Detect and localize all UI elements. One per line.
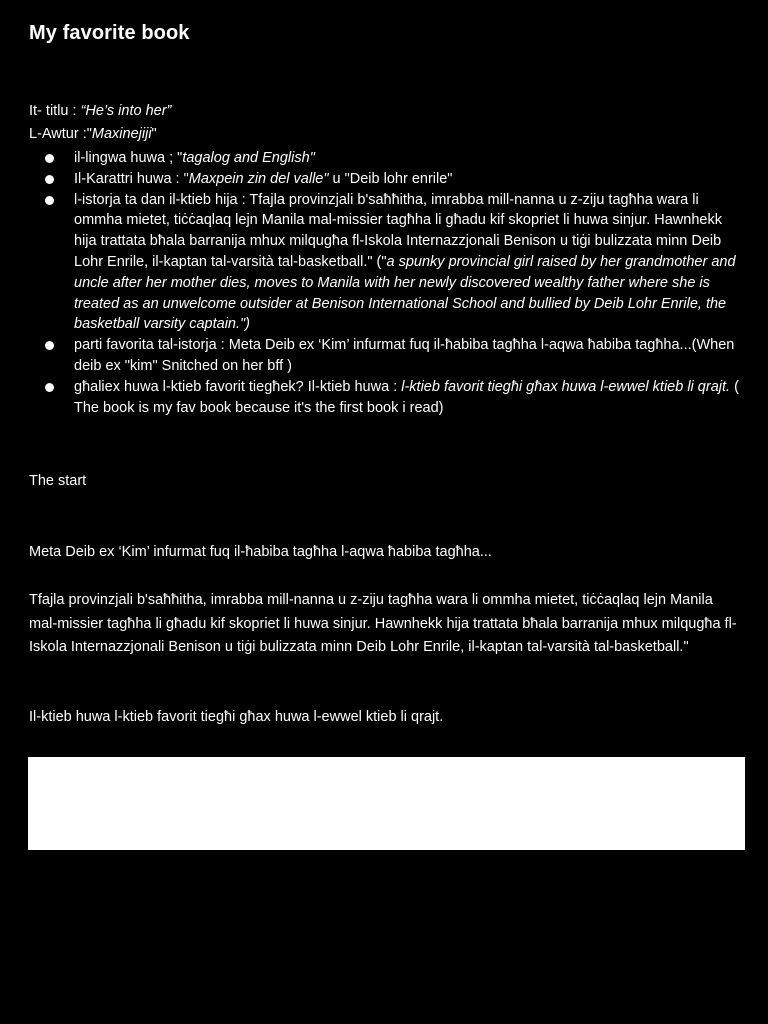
list-item-suffix: u "Deib lohr enrile" — [328, 170, 453, 187]
list-item-text: parti favorita tal-istorja : Meta Deib ex ‘Kim’ infurmat fuq il-ħabiba tagħha l-aqwa ħabiba tagħha...(When deib ex "kim" Snitched on her bff ) — [74, 337, 735, 374]
book-details-list — [29, 148, 739, 418]
list-item-favorite-part — [29, 335, 739, 377]
list-item-text: għaliex huwa l-ktieb favorit tiegħek? Il-ktieb huwa : — [74, 378, 402, 395]
list-item-italic: tagalog and English" — [182, 150, 315, 166]
list-item-why-favorite — [29, 377, 739, 419]
list-item-text: l-istorja ta dan il-ktieb hija : Tfajla provinzjali b'saħħitha, imrabba mill-nanna u z-ziju tagħha wara li ommha mietet, tiċċaqlaq lejn Manila mal-missier tagħha li għadu kif skopriet li huwa sinjur. Hawnhekk hija trattata bħala barranija mhux milqugħa fl-Iskola Internazzjonali Benison u tiġi bulizzata minn Deib Lohr Enrile, il-kaptan tal-varsità tal-basketball." (" — [74, 191, 722, 270]
book-title-value: “He’s into her” — [80, 103, 172, 119]
bullet-icon — [45, 154, 54, 163]
list-item-text: Il-Karattri huwa : " — [74, 170, 189, 187]
page-title: My favorite book — [29, 22, 190, 44]
book-title-label: It- titlu : — [29, 103, 81, 119]
bullet-icon — [45, 383, 54, 392]
paragraph-3: Il-ktieb huwa l-ktieb favorit tiegħi għax huwa l-ewwel ktieb li qrajt. — [29, 709, 444, 725]
list-item-text: il-lingwa huwa ; " — [74, 150, 183, 166]
list-item-italic: a spunky provincial girl raised by her grandmother and uncle after her mother dies, moves to Manila with her newly discovered wealthy father where she is treated as an unwelcome outsider at Benison International School and bullied by Deib Lohr Enrile, the basketball varsity captain.") — [74, 253, 736, 333]
author-label: L-Awtur :" — [29, 126, 92, 142]
blank-white-block — [28, 757, 745, 850]
bullet-icon — [45, 196, 54, 205]
list-item-suffix: ( The book is my fav book because it's the first book i read) — [74, 378, 739, 416]
bullet-icon — [45, 341, 54, 350]
author-value: Maxinejiji — [91, 126, 152, 142]
start-heading: The start — [29, 473, 87, 489]
paragraph-2: Tfajla provinzjali b'saħħitha, imrabba mill-nanna u z-ziju tagħha wara li ommha mietet, tiċċaqlaq lejn Manila mal-missier tagħha li għadu kif skopriet li huwa sinjur. Hawnhekk hija trattata bħala barranija mhux milqugħa fl-Iskola Internazzjonali Benison u tiġi bulizzata minn Deib Lohr Enrile, il-kaptan tal-varsità tal-basketball." — [29, 592, 737, 655]
paragraph-1: Meta Deib ex ‘Kim’ infurmat fuq il-ħabiba tagħha l-aqwa ħabiba tagħha... — [29, 544, 492, 560]
author-line — [29, 124, 157, 145]
list-item-characters — [29, 169, 739, 190]
bullet-icon — [45, 175, 54, 184]
list-item-story — [29, 190, 739, 336]
list-item-italic: Maxpein zin del valle" — [188, 170, 329, 187]
list-item-language — [29, 148, 739, 169]
book-title-line — [29, 101, 171, 122]
author-close: " — [151, 126, 157, 142]
list-item-italic: l-ktieb favorit tiegħi għax huwa l-ewwel ktieb li qrajt. — [401, 378, 731, 395]
